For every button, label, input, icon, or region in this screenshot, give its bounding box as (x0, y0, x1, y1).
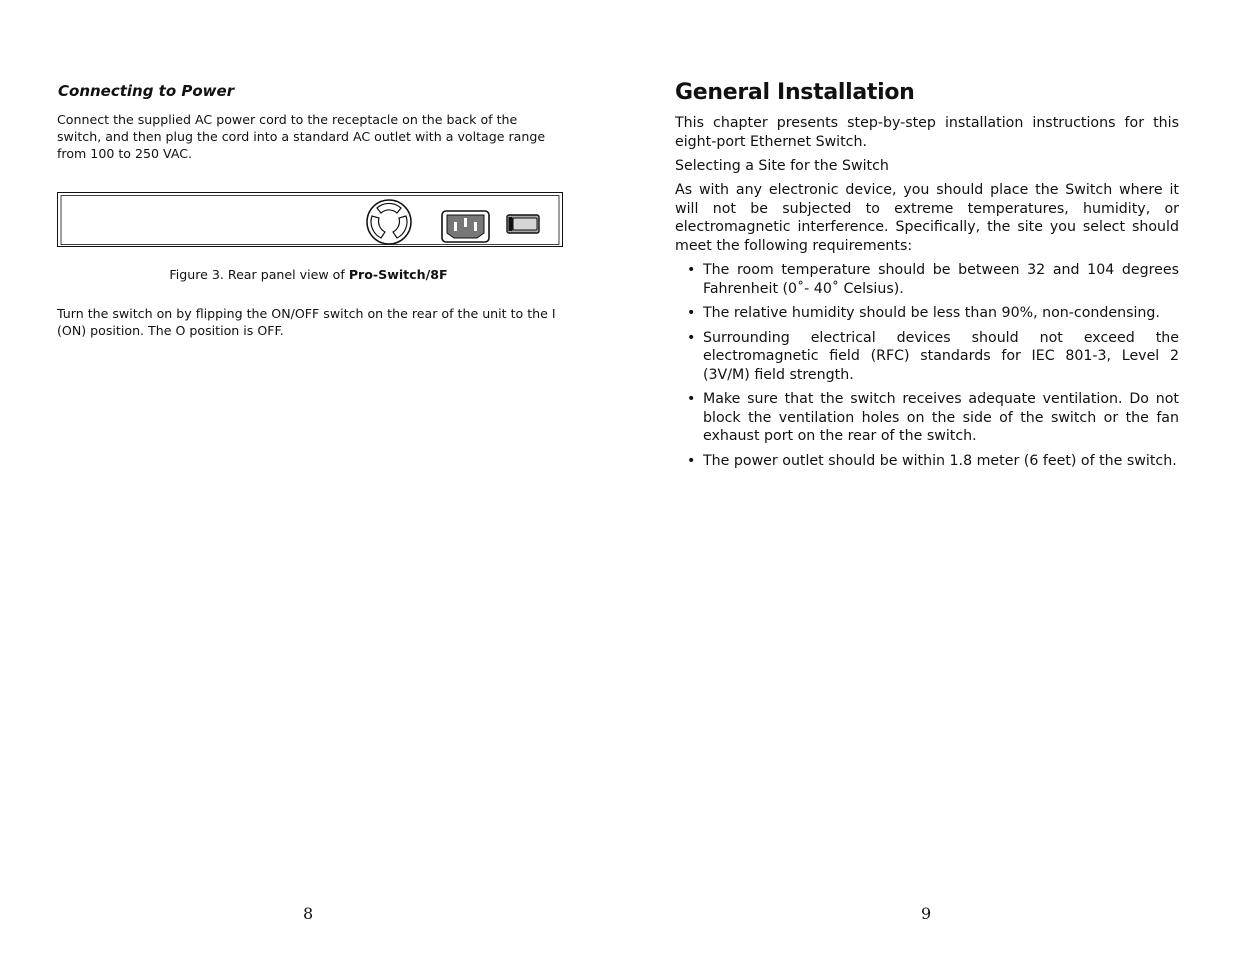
bullet-icon: • (687, 452, 696, 469)
list-item-text: The power outlet should be within 1.8 meter (6 feet) of the switch. (703, 452, 1177, 469)
ac-receptacle-icon (442, 211, 489, 242)
list-item (675, 390, 1179, 446)
list-item (675, 261, 1179, 298)
site-subheading: Selecting a Site for the Switch (675, 158, 889, 174)
page-number: 8 (303, 904, 314, 923)
rear-panel-illustration (57, 190, 563, 248)
power-switch-icon (507, 215, 539, 233)
page-number: 9 (921, 904, 932, 923)
list-item (675, 452, 1179, 471)
right-page (617, 0, 1235, 954)
bullet-icon: • (687, 391, 696, 407)
list-item-text: The room temperature should be between 32 and 104 degrees Fahrenheit (0˚- 40˚ Celsius). (703, 262, 1179, 297)
requirements-list (675, 261, 1179, 476)
power-switch-paragraph: Turn the switch on by flipping the ON/OFF switch on the rear of the unit to the I (ON) position. The O position is OFF. (57, 306, 556, 338)
figure-caption-product: Pro-Switch/8F (348, 267, 448, 282)
bullet-icon: • (687, 329, 696, 346)
chapter-title: General Installation (675, 80, 915, 105)
list-item-text: Make sure that the switch receives adequate ventilation. Do not block the ventilation holes on the side of the switch or the fan exhaust port on the rear of the switch. (703, 391, 1179, 444)
list-item (675, 304, 1179, 323)
figure-caption-prefix: Figure 3. Rear panel view of (169, 267, 349, 282)
bullet-icon: • (687, 262, 696, 278)
power-intro-paragraph: Connect the supplied AC power cord to the receptacle on the back of the switch, and then plug the cord into a standard AC outlet with a voltage range from 100 to 250 VAC. (57, 112, 546, 161)
section-heading: Connecting to Power (58, 82, 235, 100)
site-paragraph: As with any electronic device, you should place the Switch where it will not be subjected to extreme temperatures, humidity, or electromagnetic interference. Specifically, the site you select should meet the following requirements: (675, 182, 1179, 254)
chapter-intro-paragraph: This chapter presents step-by-step installation instructions for this eight-port Ethernet Switch. (675, 115, 1179, 150)
list-item-text: Surrounding electrical devices should not exceed the electromagnetic field (RFC) standards for IEC 801-3, Level 2 (3V/M) field strength. (703, 329, 1179, 383)
figure-caption (0, 267, 617, 282)
bullet-icon: • (687, 305, 696, 321)
list-item (675, 329, 1179, 385)
left-page (0, 0, 617, 954)
list-item-text: The relative humidity should be less than 90%, non-condensing. (703, 305, 1160, 321)
